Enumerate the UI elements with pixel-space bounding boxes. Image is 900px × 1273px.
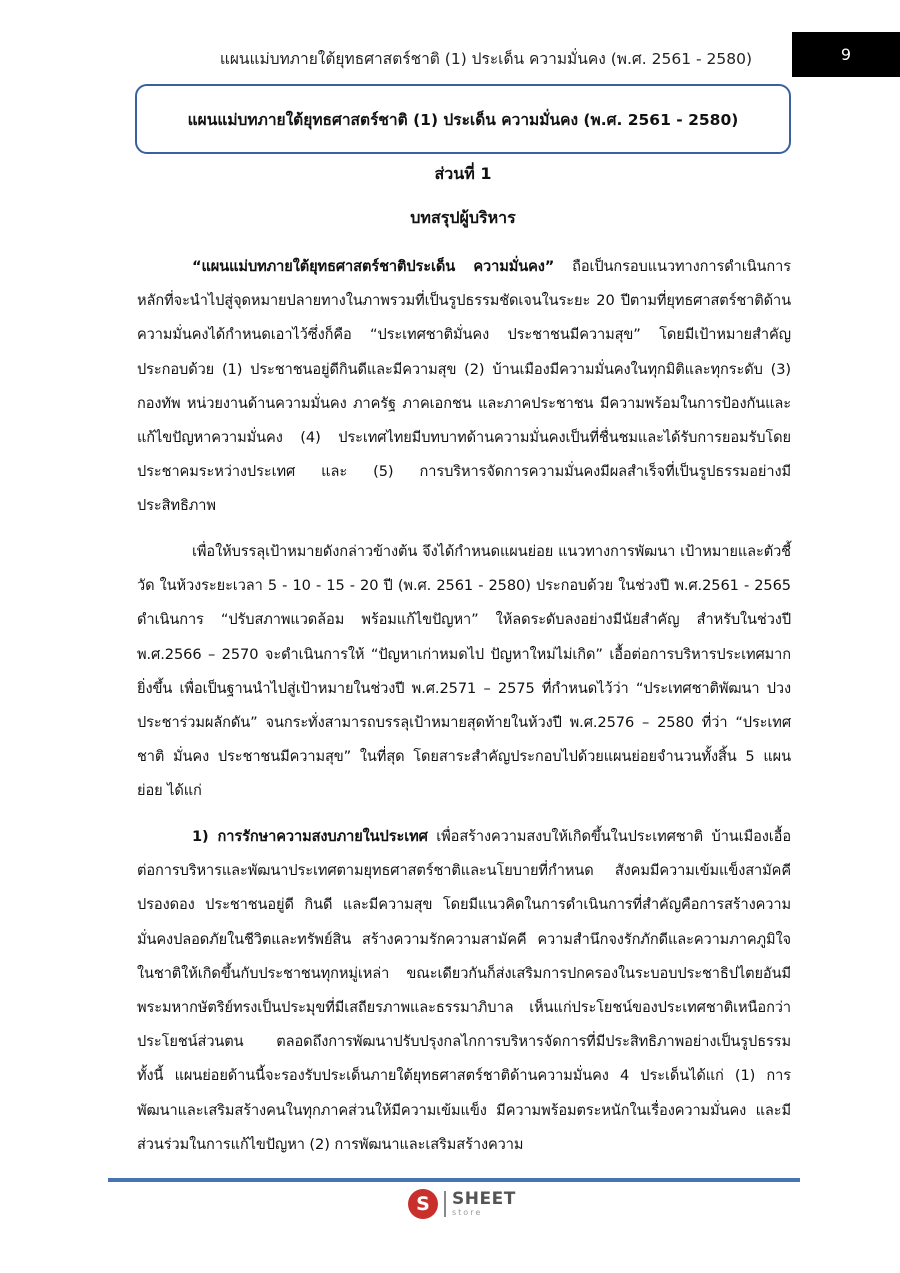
subplan-heading: 1) การรักษาความสงบภายในประเทศ [192,828,428,845]
paragraph-lead: “แผนแม่บทภายใต้ยุทธศาสตร์ชาติประเด็น ความมั่นคง” [192,258,555,275]
sheet-store-logo [408,1187,516,1221]
logo-text [452,1191,516,1217]
paragraph-text: ถือเป็นกรอบแนวทางการดำเนินการหลักที่จะนำไปสู่จุดหมายปลายทางในภาพรวมที่เป็นรูปธรรมชัดเจนในระยะ 20 ปีตามที่ยุทธศาสตร์ชาติด้านความมั่นคงได้กำหนดเอาไว้ซึ่งก็คือ “ประเทศชาติมั่นคง ประชาชนมีความสุข” โดยมีเป้าหมายสำคัญประกอบด้วย (1) ประชาชนอยู่ดีกินดีและมีความสุข (2) บ้านเมืองมีความมั่นคงในทุกมิติและทุกระดับ (3) กองทัพ หน่วยงานด้านความมั่นคง ภาครัฐ ภาคเอกชน และภาคประชาชน มีความพร้อมในการป้องกันและแก้ไขปัญหาความมั่นคง (4) ประเทศไทยมีบทบาทด้านความมั่นคงเป็นที่ชื่นชมและได้รับการยอมรับโดยประชาคมระหว่างประเทศ และ (5) การบริหารจัดการความมั่นคงมีผลสำเร็จที่เป็นรูปธรรมอย่างมีประสิทธิภาพ [137,258,791,515]
section-title: บทสรุปผู้บริหาร [410,208,516,227]
body-paragraph-2 [137,535,791,809]
page-number: 9 [792,32,900,77]
paragraph-text: เพื่อให้บรรลุเป้าหมายดังกล่าวข้างต้น จึงได้กำหนดแผนย่อย แนวทางการพัฒนา เป้าหมายและตัวชี้วัด ในห้วงระยะเวลา 5 - 10 - 15 - 20 ปี (พ.ศ. 2561 - 2580) ประกอบด้วย ในช่วงปี พ.ศ.2561 - 2565 ดำเนินการ “ปรับสภาพแวดล้อม พร้อมแก้ไขปัญหา” ให้ลดระดับลงอย่างมีนัยสำคัญ สำหรับในช่วงปี พ.ศ.2566 – 2570 จะดำเนินการให้ “ปัญหาเก่าหมดไป ปัญหาใหม่ไม่เกิด” เอื้อต่อการบริหารประเทศมากยิ่งขึ้น เพื่อเป็นฐานนำไปสู่เป้าหมายในช่วงปี พ.ศ.2571 – 2575 ที่กำหนดไว้ว่า “ประเทศชาติพัฒนา ปวงประชาร่วมผลักดัน” จนกระทั่งสามารถบรรลุเป้าหมายสุดท้ายในห้วงปี พ.ศ.2576 – 2580 ที่ว่า “ประเทศชาติ มั่นคง ประชาชนมีความสุข” ในที่สุด โดยสาระสำคัญประกอบไปด้วยแผนย่อยจำนวนทั้งสิ้น 5 แผนย่อย ได้แก่ [137,543,791,800]
body-paragraph-3 [137,820,791,1162]
logo-separator [444,1191,446,1217]
logo-subtext: store [452,1208,483,1217]
running-header: แผนแม่บทภายใต้ยุทธศาสตร์ชาติ (1) ประเด็น ความมั่นคง (พ.ศ. 2561 - 2580) [219,50,752,68]
body-paragraph-1 [137,250,791,524]
document-title-box: แผนแม่บทภายใต้ยุทธศาสตร์ชาติ (1) ประเด็น ความมั่นคง (พ.ศ. 2561 - 2580) [135,84,791,154]
logo-word: SHEET [452,1189,516,1209]
paragraph-text: เพื่อสร้างความสงบให้เกิดขึ้นในประเทศชาติ บ้านเมืองเอื้อต่อการบริหารและพัฒนาประเทศตามยุทธศาสตร์ชาติและนโยบายที่กำหนด สังคมมีความเข้มแข็งสามัคคีปรองดอง ประชาชนอยู่ดี กินดี และมีความสุข โดยมีแนวคิดในการดำเนินการที่สำคัญคือการสร้างความมั่นคงปลอดภัยในชีวิตและทรัพย์สิน สร้างความรักความสามัคคี ความสำนึกจงรักภักดีและความภาคภูมิใจในชาติให้เกิดขึ้นกับประชาชนทุกหมู่เหล่า ขณะเดียวกันก็ส่งเสริมการปกครองในระบอบประชาธิปไตยอันมีพระมหากษัตริย์ทรงเป็นประมุขที่มีเสถียรภาพและธรรมาภิบาล เห็นแก่ประโยชน์ของประเทศชาติเหนือกว่าประโยชน์ส่วนตน ตลอดถึงการพัฒนาปรับปรุงกลไกการบริหารจัดการที่มีประสิทธิภาพอย่างเป็นรูปธรรม ทั้งนี้ แผนย่อยด้านนี้จะรองรับประเด็นภายใต้ยุทธศาสตร์ชาติด้านความมั่นคง 4 ประเด็นได้แก่ (1) การพัฒนาและเสริมสร้างคนในทุกภาคส่วนให้มีความเข้มแข็ง มีความพร้อมตระหนักในเรื่องความมั่นคง และมีส่วนร่วมในการแก้ไขปัญหา (2) การพัฒนาและเสริมสร้างความ [137,828,791,1153]
footer-divider [108,1178,800,1182]
part-heading: ส่วนที่ 1 [434,164,492,183]
logo-mark-icon: S [408,1189,438,1219]
